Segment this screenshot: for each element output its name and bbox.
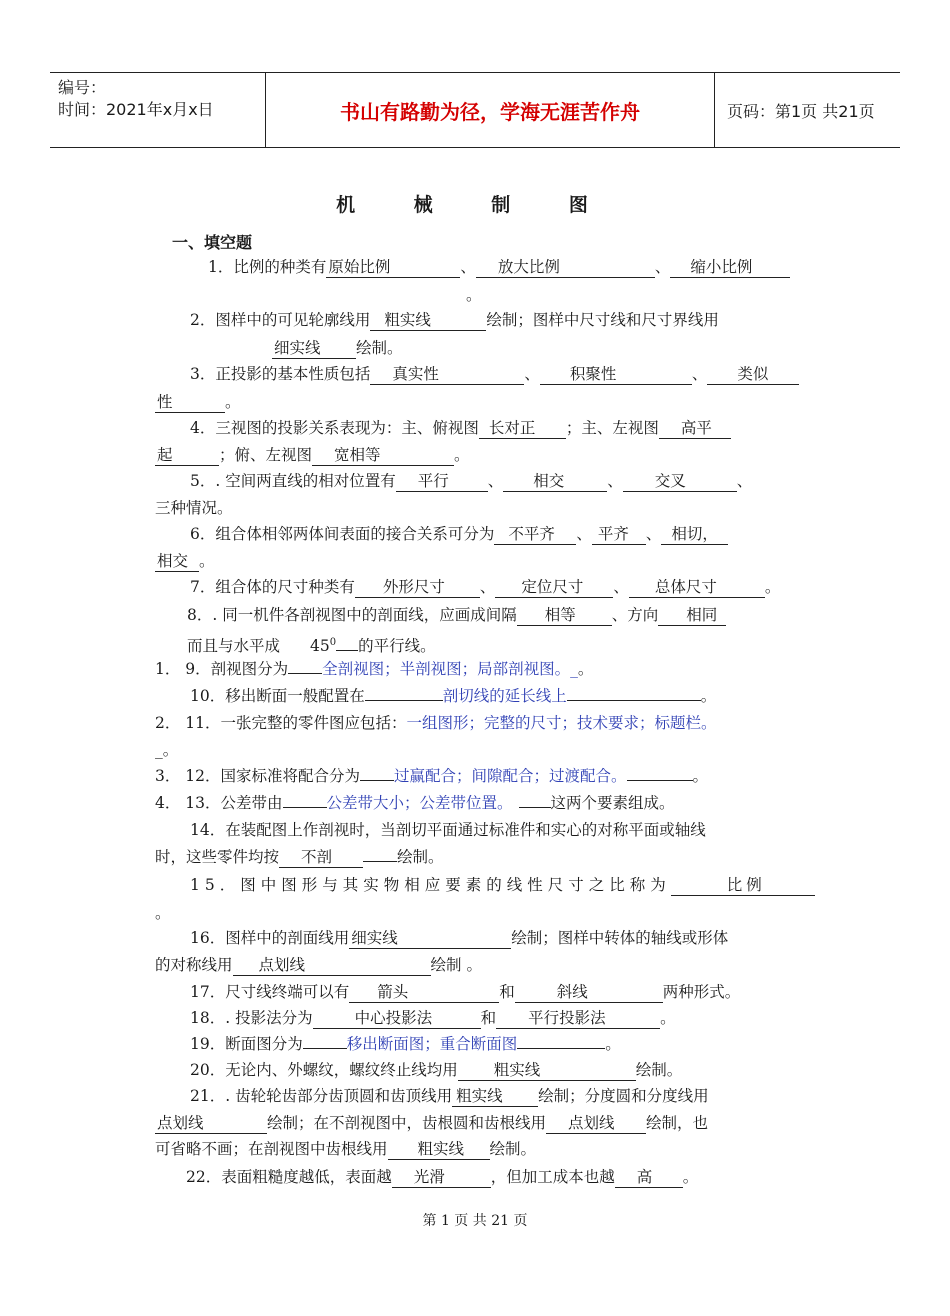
header-motto: 书山有路勤为径，学海无涯苦作舟	[340, 99, 640, 124]
question-1-end: 。	[466, 286, 482, 304]
question-4: 4．三视图的投影关系表现为：主、俯视图 长对正 ；主、左视图 高平	[190, 417, 731, 439]
question-2-cont: 细实线 绘制。	[274, 339, 403, 357]
question-3-cont: 性 。	[157, 393, 241, 411]
question-21-cont: 点划线 绘制；在不剖视图中，齿根圆和齿根线用 点划线 绘制，也	[157, 1114, 709, 1132]
doc-time-label: 时间：2021年x月x日	[58, 100, 214, 119]
question-21-cont2: 可省略不画；在剖视图中齿根线用 粗实线 绘制。	[155, 1140, 537, 1158]
header-table	[50, 72, 900, 148]
question-19: 19．断面图分为 移出断面图；重合断面图 。	[190, 1035, 621, 1053]
page-footer: 第 1 页 共 21 页	[422, 1213, 528, 1229]
question-6-cont: 相交 。	[157, 552, 215, 570]
section-title: 一、填空题	[172, 233, 253, 252]
question-16: 16．图样中的剖面线用 细实线 绘制；图样中转体的轴线或形体	[190, 929, 729, 947]
question-12: 3． 12．国家标准将配合分为 过赢配合；间隙配合；过渡配合。 。	[155, 767, 709, 785]
question-9: 1． 9．剖视图分为 全剖视图；半剖视图；局部剖视图。_。	[155, 660, 594, 678]
question-16-cont: 的对称线用 点划线 绘制 。	[155, 956, 482, 974]
question-14-cont: 时，这些零件均按 不剖 绘制。	[155, 848, 444, 866]
question-10: 10．移出断面一般配置在 剖切线的延长线上 。	[190, 687, 717, 705]
question-18: 18．. 投影法分为 中心投影法 和 平行投影法 。	[190, 1009, 676, 1027]
question-11-cont: _。	[155, 741, 179, 759]
document-title: 机 械 制 图	[336, 194, 614, 216]
question-7: 7．组合体的尺寸种类有 外形尺寸 、 定位尺寸 、 总体尺寸 。	[190, 578, 781, 596]
question-8: 8．. 同一机件各剖视图中的剖面线，应画成间隔 相等 、方向 相同	[187, 604, 726, 626]
question-6: 6．组合体相邻两体间表面的接合关系可分为 不平齐 、 平齐 、 相切，	[190, 523, 728, 545]
header-motto-cell	[265, 73, 715, 147]
question-8-cont: 而且与水平成 $45^0$ 的平行线。	[187, 637, 436, 656]
question-11: 2． 11．一张完整的零件图应包括：一组图形；完整的尺寸；技术要求；标题栏。	[155, 714, 717, 732]
question-2: 2．图样中的可见轮廓线用 粗实线 绘制；图样中尺寸线和尺寸界线用	[190, 311, 719, 329]
question-4-cont: 起 ；俯、左视图 宽相等 。	[157, 446, 470, 464]
question-15: 15．图中图形与其实物相应要素的线性尺寸之比称为 比例	[190, 874, 815, 896]
question-17: 17．尺寸线终端可以有 箭头 和 斜线 两种形式。	[190, 983, 741, 1001]
question-5-cont: 三种情况。	[155, 499, 233, 517]
question-15-cont: 。	[155, 904, 171, 922]
question-22: 22．表面粗糙度越低，表面越 光滑 ，但加工成本也越 高 。	[186, 1168, 699, 1186]
question-3: 3．正投影的基本性质包括 真实性 、 积聚性 、 类似	[190, 363, 799, 385]
question-5: 5．. 空间两直线的相对位置有 平行 、 相交 、 交叉 、	[190, 472, 753, 490]
question-13: 4． 13．公差带由 公差带大小；公差带位置。 这两个要素组成。	[155, 794, 675, 812]
question-1: 1．比例的种类有 原始比例 、 放大比例 、 缩小比例	[208, 256, 790, 278]
question-21: 21．. 齿轮轮齿部分齿顶圆和齿顶线用 粗实线 绘制；分度圆和分度线用	[190, 1087, 709, 1105]
header-page-info: 页码：第1页 共21页	[727, 101, 875, 121]
question-20: 20．无论内、外螺纹，螺纹终止线均用 粗实线 绘制。	[190, 1061, 683, 1079]
question-14: 14．在装配图上作剖视时，当剖切平面通过标准件和实心的对称平面或轴线	[190, 821, 706, 839]
header-meta	[50, 73, 265, 147]
doc-number-label: 编号：	[58, 78, 107, 97]
